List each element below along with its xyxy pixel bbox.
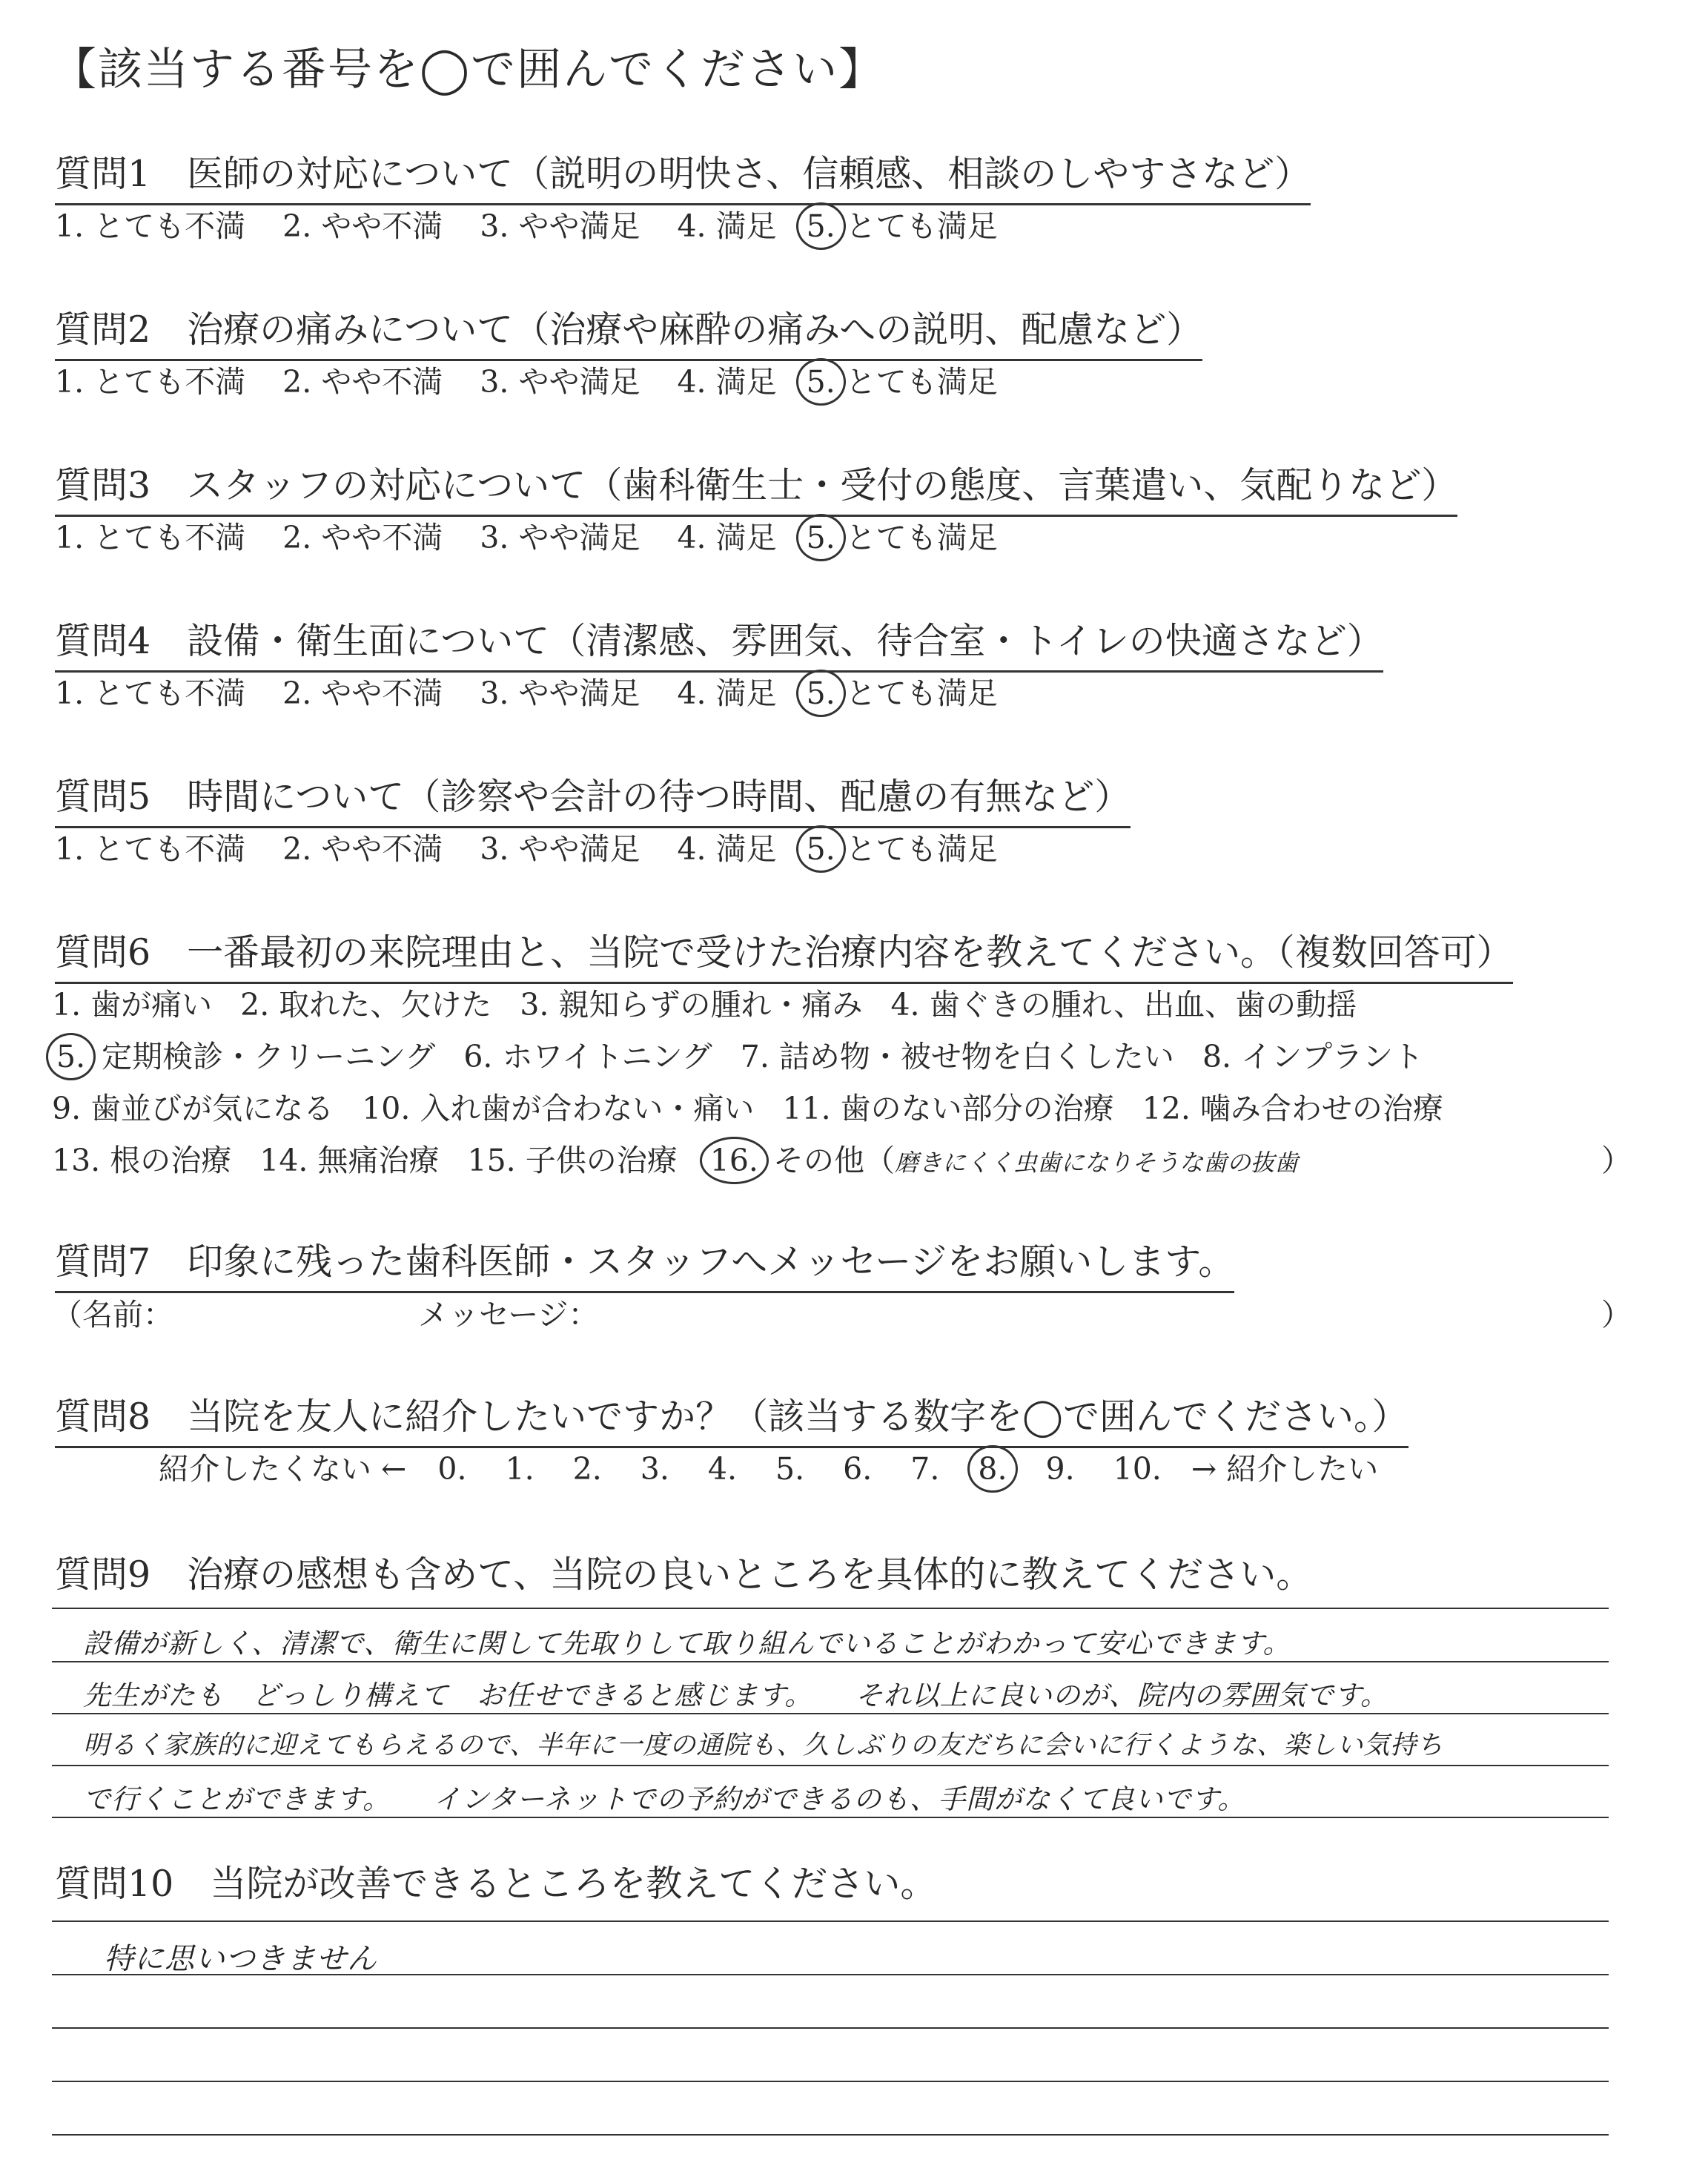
q6-other-label: その他（	[772, 1143, 895, 1178]
q8-title: 質問8 当院を友人に紹介したいですか？（該当する数字を◯で囲んでください。）	[55, 1388, 1409, 1448]
q3-option-5-label: とても満足	[845, 520, 998, 555]
q6-row-4	[52, 1136, 1298, 1180]
q9-answer-line-2[interactable]: 先生がたも どっしり構えて お任せできると感じます。 それ以上に良いのが、院内の雰囲気です。	[83, 1680, 1388, 1711]
q8-scale	[159, 1444, 1378, 1488]
q8-option-10[interactable]: 10.	[1113, 1451, 1162, 1487]
q6-option-4[interactable]: 4. 歯ぐきの腫れ、出血、歯の動揺	[890, 987, 1357, 1023]
q6-option-5-circled[interactable]: 5.	[56, 1039, 86, 1074]
q6-other-close-paren: ）	[1601, 1143, 1632, 1178]
q8-right-label: → 紹介したい	[1191, 1451, 1379, 1487]
q6-option-16-circled[interactable]: 16.	[709, 1143, 758, 1178]
q4-option-5-circled[interactable]: 5.	[806, 676, 835, 711]
q3-option-3[interactable]: 3. やや満足	[480, 520, 640, 555]
q4-option-2[interactable]: 2. やや不満	[282, 676, 443, 711]
q6-option-7[interactable]: 7. 詰め物・被せ物を白くしたい	[740, 1039, 1174, 1074]
q6-option-5-label: 定期検診・クリーニング	[102, 1039, 436, 1074]
q4-option-1[interactable]: 1. とても不満	[55, 676, 246, 711]
q6-option-15[interactable]: 15. 子供の治療	[467, 1143, 678, 1178]
q6-option-6[interactable]: 6. ホワイトニング	[463, 1039, 712, 1074]
q9-answer-line-3[interactable]: 明るく家族的に迎えてもらえるので、半年に一度の通院も、久しぶりの友だちに会いに行くような、楽しい気持ち	[83, 1731, 1444, 1760]
q6-option-9[interactable]: 9. 歯並びが気になる	[52, 1091, 334, 1126]
q6-option-14[interactable]: 14. 無痛治療	[259, 1143, 440, 1178]
q9-rule-4	[52, 1817, 1609, 1818]
q5-title: 質問5 時間について（診察や会計の待つ時間、配慮の有無など）	[55, 768, 1131, 828]
q9-answer-line-1[interactable]: 設備が新しく、清潔で、衛生に関して先取りして取り組んでいることがわかって安心できます。	[83, 1628, 1291, 1659]
q6-option-12[interactable]: 12. 噛み合わせの治療	[1142, 1091, 1443, 1126]
q1-option-2[interactable]: 2. やや不満	[282, 208, 443, 244]
q3-option-5-circled[interactable]: 5.	[806, 520, 835, 555]
q7-message-label: メッセージ：	[418, 1297, 599, 1332]
q9-rule-3	[52, 1765, 1609, 1766]
q2-option-2[interactable]: 2. やや不満	[282, 364, 443, 400]
q8-left-label: 紹介したくない ←	[159, 1451, 407, 1487]
q6-option-1[interactable]: 1. 歯が痛い	[52, 987, 213, 1023]
q8-option-9[interactable]: 9.	[1045, 1451, 1075, 1487]
q3-option-2[interactable]: 2. やや不満	[282, 520, 443, 555]
q5-option-1[interactable]: 1. とても不満	[55, 831, 246, 867]
q2-option-5-label: とても満足	[845, 364, 998, 400]
q3-title: 質問3 スタッフの対応について（歯科衛生士・受付の態度、言葉遣い、気配りなど）	[55, 457, 1457, 517]
q5-option-3[interactable]: 3. やや満足	[480, 831, 640, 867]
q8-option-3[interactable]: 3.	[640, 1451, 669, 1487]
q2-option-4[interactable]: 4. 満足	[677, 364, 777, 400]
q6-title: 質問6 一番最初の来院理由と、当院で受けた治療内容を教えてください。（複数回答可）	[55, 924, 1513, 984]
q6-row-1	[52, 980, 1385, 1024]
q8-option-6[interactable]: 6.	[843, 1451, 873, 1487]
q10-rule-0	[52, 1920, 1609, 1922]
q10-rule-1	[52, 1974, 1609, 1975]
q5-option-5-label: とても満足	[845, 831, 998, 867]
q5-option-2[interactable]: 2. やや不満	[282, 831, 443, 867]
q7-name-label: （名前：	[52, 1297, 173, 1332]
q2-option-3[interactable]: 3. やや満足	[480, 364, 640, 400]
q9-rule-2	[52, 1713, 1609, 1714]
q1-options	[55, 202, 998, 245]
q6-option-10[interactable]: 10. 入れ歯が合わない・痛い	[362, 1091, 755, 1126]
q1-option-5-label: とても満足	[845, 208, 998, 244]
q7-close-paren: ）	[1601, 1297, 1632, 1332]
q1-option-1[interactable]: 1. とても不満	[55, 208, 246, 244]
q6-other-handwritten[interactable]: 磨きにくく虫歯になりそうな歯の抜歯	[894, 1149, 1298, 1177]
q5-option-5-circled[interactable]: 5.	[806, 831, 835, 867]
q9-title: 質問9 治療の感想も含めて、当院の良いところを具体的に教えてください。	[55, 1553, 1313, 1596]
q8-option-7[interactable]: 7.	[910, 1451, 940, 1487]
q2-title: 質問2 治療の痛みについて（治療や麻酔の痛みへの説明、配慮など）	[55, 301, 1202, 361]
q1-title: 質問1 医師の対応について（説明の明快さ、信頼感、相談のしやすさなど）	[55, 145, 1311, 205]
q4-option-5-label: とても満足	[845, 676, 998, 711]
q10-rule-2	[52, 2027, 1609, 2029]
q4-option-4[interactable]: 4. 満足	[677, 676, 777, 711]
q10-rule-3	[52, 2081, 1609, 2082]
q1-option-5-circled[interactable]: 5.	[806, 208, 835, 244]
q10-title: 質問10 当院が改善できるところを教えてください。	[55, 1863, 937, 1905]
q5-options	[55, 825, 998, 868]
q6-option-8[interactable]: 8. インプラント	[1202, 1039, 1424, 1074]
q6-option-2[interactable]: 2. 取れた、欠けた	[240, 987, 492, 1023]
q3-option-4[interactable]: 4. 満足	[677, 520, 777, 555]
q8-option-4[interactable]: 4.	[707, 1451, 738, 1487]
instruction-header: 【該当する番号を◯で囲んでください】	[52, 44, 885, 96]
q6-row-3	[52, 1084, 1472, 1128]
q2-options	[55, 357, 998, 401]
q10-answer-line-1[interactable]: 特に思いつきません	[104, 1942, 377, 1976]
q8-option-5[interactable]: 5.	[775, 1451, 805, 1487]
q10-rule-4	[52, 2134, 1609, 2136]
q6-option-3[interactable]: 3. 親知らずの腫れ・痛み	[520, 987, 863, 1023]
q7-title: 質問7 印象に残った歯科医師・スタッフへメッセージをお願いします。	[55, 1233, 1234, 1293]
q4-options	[55, 669, 998, 713]
q3-options	[55, 513, 998, 557]
q2-option-5-circled[interactable]: 5.	[806, 364, 835, 400]
q1-option-3[interactable]: 3. やや満足	[480, 208, 640, 244]
q7-fields	[52, 1290, 599, 1334]
q4-title: 質問4 設備・衛生面について（清潔感、雰囲気、待合室・トイレの快適さなど）	[55, 612, 1383, 673]
q5-option-4[interactable]: 4. 満足	[677, 831, 777, 867]
q9-answer-line-4[interactable]: で行くことができます。 インターネットでの予約ができるのも、手間がなくて良いです。	[83, 1783, 1246, 1815]
q8-option-0[interactable]: 0.	[437, 1451, 467, 1487]
q1-option-4[interactable]: 4. 満足	[677, 208, 777, 244]
q6-option-11[interactable]: 11. 歯のない部分の治療	[782, 1091, 1114, 1126]
q4-option-3[interactable]: 3. やや満足	[480, 676, 640, 711]
q8-option-2[interactable]: 2.	[572, 1451, 602, 1487]
q6-option-13[interactable]: 13. 根の治療	[52, 1143, 232, 1178]
q9-rule-0	[52, 1608, 1609, 1609]
q2-option-1[interactable]: 1. とても不満	[55, 364, 246, 400]
q8-option-1[interactable]: 1.	[505, 1451, 534, 1487]
q3-option-1[interactable]: 1. とても不満	[55, 520, 246, 555]
q9-rule-1	[52, 1661, 1609, 1662]
q8-option-8-circled[interactable]: 8.	[978, 1451, 1007, 1487]
q6-row-2	[47, 1032, 1452, 1076]
